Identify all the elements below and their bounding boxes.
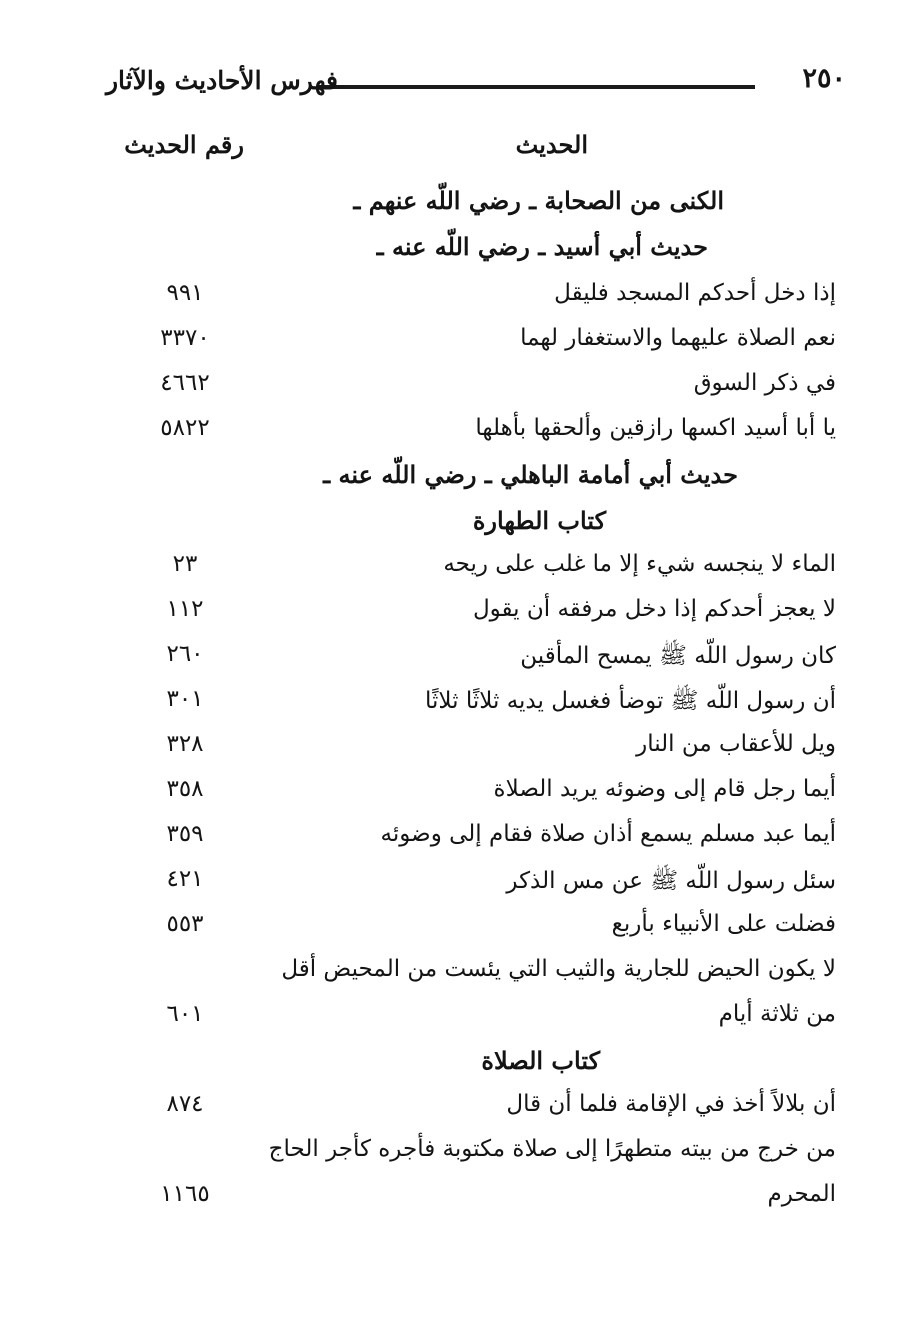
list-item <box>100 956 836 996</box>
section-heading-salat: كتاب الصلاة <box>481 1046 600 1075</box>
header-rule <box>317 85 755 89</box>
hadith-text: ويل للأعقاب من النار <box>636 731 836 757</box>
hadith-number: ١١٦٥ <box>160 1181 210 1207</box>
hadith-text: لا يكون الحيض للجارية والثيب التي يئست من المحيض أقل <box>281 956 836 982</box>
hadith-text: أيما عبد مسلم يسمع أذان صلاة فقام إلى وضوئه <box>380 821 836 847</box>
page-number: ٢٥٠ <box>802 63 846 94</box>
hadith-number: ٤٢١ <box>166 866 204 892</box>
list-item <box>100 596 836 636</box>
list-item <box>100 280 836 320</box>
list-item <box>100 1136 836 1176</box>
hadith-text: يا أبا أسيد اكسها رازقين وألحقها بأهلها <box>475 415 836 441</box>
list-item <box>100 1091 836 1131</box>
list-item <box>100 1181 836 1221</box>
hadith-text: نعم الصلاة عليهما والاستغفار لهما <box>520 325 836 351</box>
list-item <box>100 641 836 681</box>
hadith-text: المحرم <box>767 1181 836 1207</box>
hadith-number: ٦٠١ <box>166 1001 204 1027</box>
hadith-number: ٣٥٩ <box>166 821 204 847</box>
hadith-number: ٣٥٨ <box>166 776 204 802</box>
list-item <box>100 325 836 365</box>
list-item <box>100 686 836 726</box>
hadith-number: ١١٢ <box>166 596 204 622</box>
hadith-number: ٢٦٠ <box>166 641 204 667</box>
hadith-text: أن بلالاً أخذ في الإقامة فلما أن قال <box>506 1091 836 1117</box>
hadith-number: ٤٦٦٢ <box>160 370 210 396</box>
hadith-text: كان رسول اللّه ﷺ يمسح المأقين <box>520 643 836 669</box>
hadith-text: من خرج من بيته متطهرًا إلى صلاة مكتوبة فأجره كأجر الحاج <box>268 1136 836 1162</box>
hadith-number: ٣٠١ <box>166 686 204 712</box>
hadith-text: أيما رجل قام إلى وضوئه يريد الصلاة <box>493 776 836 802</box>
section-heading-tahara: كتاب الطهارة <box>472 506 606 535</box>
hadith-text: لا يعجز أحدكم إذا دخل مرفقه أن يقول <box>472 596 836 622</box>
hadith-text: في ذكر السوق <box>693 370 836 396</box>
hadith-text: فضلت على الأنبياء بأربع <box>611 911 836 937</box>
running-header-title: فهرس الأحاديث والآثار <box>105 66 338 95</box>
list-item <box>100 415 836 455</box>
list-item <box>100 370 836 410</box>
hadith-text: سئل رسول اللّه ﷺ عن مس الذكر <box>506 868 836 894</box>
list-item <box>100 1001 836 1041</box>
list-item <box>100 551 836 591</box>
hadith-number: ٨٧٤ <box>166 1091 204 1117</box>
section-heading-abi-usayd: حديث أبي أسيد ـ رضي اللّه عنه ـ <box>376 232 708 261</box>
column-header-number: رقم الحديث <box>124 130 244 159</box>
hadith-text: أن رسول اللّه ﷺ توضأ فغسل يديه ثلاثًا ثلاثًا <box>425 688 836 714</box>
hadith-number: ٩٩١ <box>166 280 204 306</box>
hadith-number: ٥٨٢٢ <box>160 415 210 441</box>
hadith-number: ٣٢٨ <box>166 731 204 757</box>
hadith-text: إذا دخل أحدكم المسجد فليقل <box>554 280 836 306</box>
section-heading-abi-umama: حديث أبي أمامة الباهلي ـ رضي اللّه عنه ـ <box>323 460 738 489</box>
list-item <box>100 911 836 951</box>
hadith-number: ٢٣ <box>172 551 198 577</box>
hadith-number: ٥٥٣ <box>166 911 204 937</box>
hadith-text: من ثلاثة أيام <box>718 1001 836 1027</box>
list-item <box>100 776 836 816</box>
column-header-hadith: الحديث <box>515 130 588 159</box>
hadith-number: ٣٣٧٠ <box>160 325 210 351</box>
hadith-text: الماء لا ينجسه شيء إلا ما غلب على ريحه <box>443 551 836 577</box>
list-item <box>100 731 836 771</box>
section-heading-kuna: الكنى من الصحابة ـ رضي اللّه عنهم ـ <box>353 186 724 215</box>
list-item <box>100 866 836 906</box>
list-item <box>100 821 836 861</box>
